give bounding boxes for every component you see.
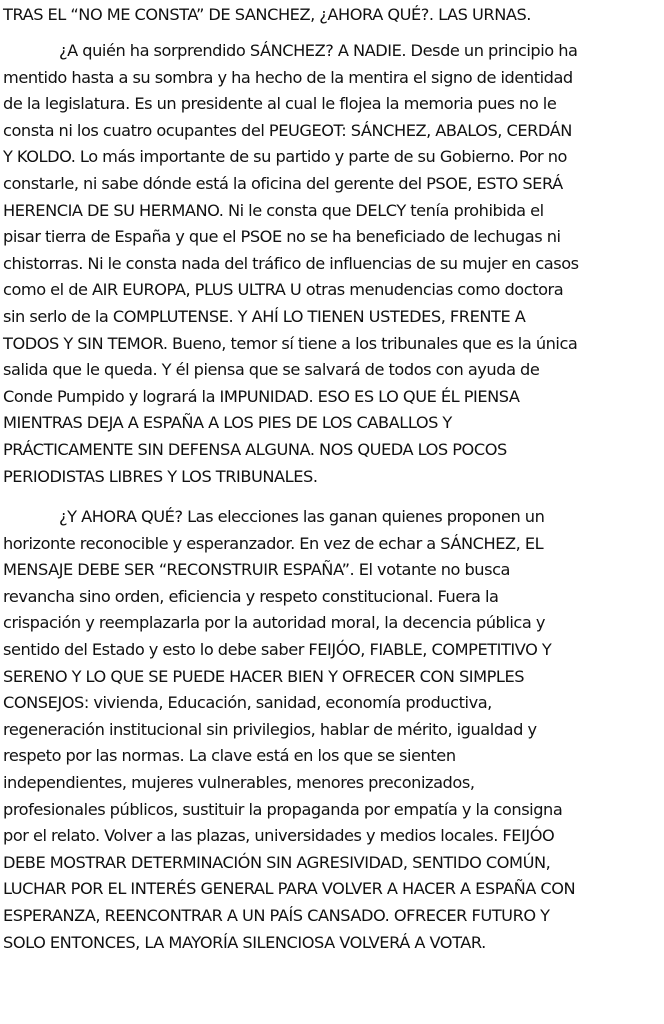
- text-line: chistorras. Ni le consta nada del tráfico de influencias de su mujer en casos: [3, 253, 579, 273]
- text-line: sentido del Estado y esto lo debe saber FEIJÓO, FIABLE, COMPETITIVO Y: [3, 640, 552, 660]
- text-line: como el de AIR EUROPA, PLUS ULTRA U otras menudencias como doctora: [3, 280, 564, 300]
- text-line: horizonte reconocible y esperanzador. En vez de echar a SÁNCHEZ, EL: [3, 533, 544, 553]
- text-line: mentido hasta a su sombra y ha hecho de la mentira el signo de identidad: [3, 67, 573, 87]
- text-line: SOLO ENTONCES, LA MAYORÍA SILENCIOSA VOLVERÁ A VOTAR.: [3, 932, 486, 952]
- text-line: MENSAJE DEBE SER “RECONSTRUIR ESPAÑA”. El votante no busca: [3, 560, 510, 580]
- text-line: salida que le queda. Y él piensa que se salvará de todos con ayuda de: [3, 360, 540, 380]
- text-line: revancha sino orden, eficiencia y respeto constitucional. Fuera la: [3, 586, 499, 606]
- text-line: independientes, mujeres vulnerables, menores preconizados,: [3, 773, 475, 793]
- text-line: CONSEJOS: vivienda, Educación, sanidad, economía productiva,: [3, 693, 492, 713]
- paragraph-2: [3, 504, 661, 956]
- text-line: ¿Y AHORA QUÉ? Las elecciones las ganan quienes proponen un: [59, 507, 545, 527]
- text-line: SERENO Y LO QUE SE PUEDE HACER BIEN Y OFRECER CON SIMPLES: [3, 666, 525, 686]
- text-line: sin serlo de la COMPLUTENSE. Y AHÍ LO TIENEN USTEDES, FRENTE A: [3, 306, 526, 326]
- text-line: ¿A quién ha sorprendido SÁNCHEZ? A NADIE. Desde un principio ha: [59, 41, 578, 60]
- document-title: TRAS EL “NO ME CONSTA” DE SANCHEZ, ¿AHORA QUÉ?. LAS URNAS.: [3, 5, 532, 24]
- text-line: HERENCIA DE SU HERMANO. Ni le consta que DELCY tenía prohibida el: [3, 200, 544, 220]
- text-line: Conde Pumpido y logrará la IMPUNIDAD. ESO ES LO QUE ÉL PIENSA: [3, 386, 520, 406]
- text-line: DEBE MOSTRAR DETERMINACIÓN SIN AGRESIVIDAD, SENTIDO COMÚN,: [3, 852, 551, 872]
- text-line: Y KOLDO. Lo más importante de su partido y parte de su Gobierno. Por no: [3, 147, 567, 167]
- document-page: [3, 2, 661, 956]
- text-line: ESPERANZA, REENCONTRAR A UN PAÍS CANSADO. OFRECER FUTURO Y: [3, 906, 550, 925]
- paragraph-1: [3, 38, 661, 490]
- text-line: TODOS Y SIN TEMOR. Bueno, temor sí tiene a los tribunales que es la única: [3, 333, 578, 353]
- text-line: pisar tierra de España y que el PSOE no se ha beneficiado de lechugas ni: [3, 227, 561, 247]
- text-line: PRÁCTICAMENTE SIN DEFENSA ALGUNA. NOS QUEDA LOS POCOS: [3, 439, 507, 459]
- text-line: consta ni los cuatro ocupantes del PEUGEOT: SÁNCHEZ, ABALOS, CERDÁN: [3, 120, 572, 140]
- text-line: PERIODISTAS LIBRES Y LOS TRIBUNALES.: [3, 466, 318, 486]
- text-line: profesionales públicos, sustituir la propaganda por empatía y la consigna: [3, 799, 563, 819]
- text-line: crispación y reemplazarla por la autoridad moral, la decencia pública y: [3, 613, 545, 633]
- text-line: de la legislatura. Es un presidente al cual le flojea la memoria pues no le: [3, 94, 557, 114]
- text-line: MIENTRAS DEJA A ESPAÑA A LOS PIES DE LOS CABALLOS Y: [3, 413, 452, 433]
- text-line: constarle, ni sabe dónde está la oficina del gerente del PSOE, ESTO SERÁ: [3, 173, 563, 193]
- text-line: regeneración institucional sin privilegios, hablar de mérito, igualdad y: [3, 719, 537, 739]
- text-line: respeto por las normas. La clave está en los que se sienten: [3, 746, 456, 766]
- text-line: por el relato. Volver a las plazas, universidades y medios locales. FEIJÓO: [3, 826, 555, 846]
- text-line: LUCHAR POR EL INTERÉS GENERAL PARA VOLVER A HACER A ESPAÑA CON: [3, 879, 576, 899]
